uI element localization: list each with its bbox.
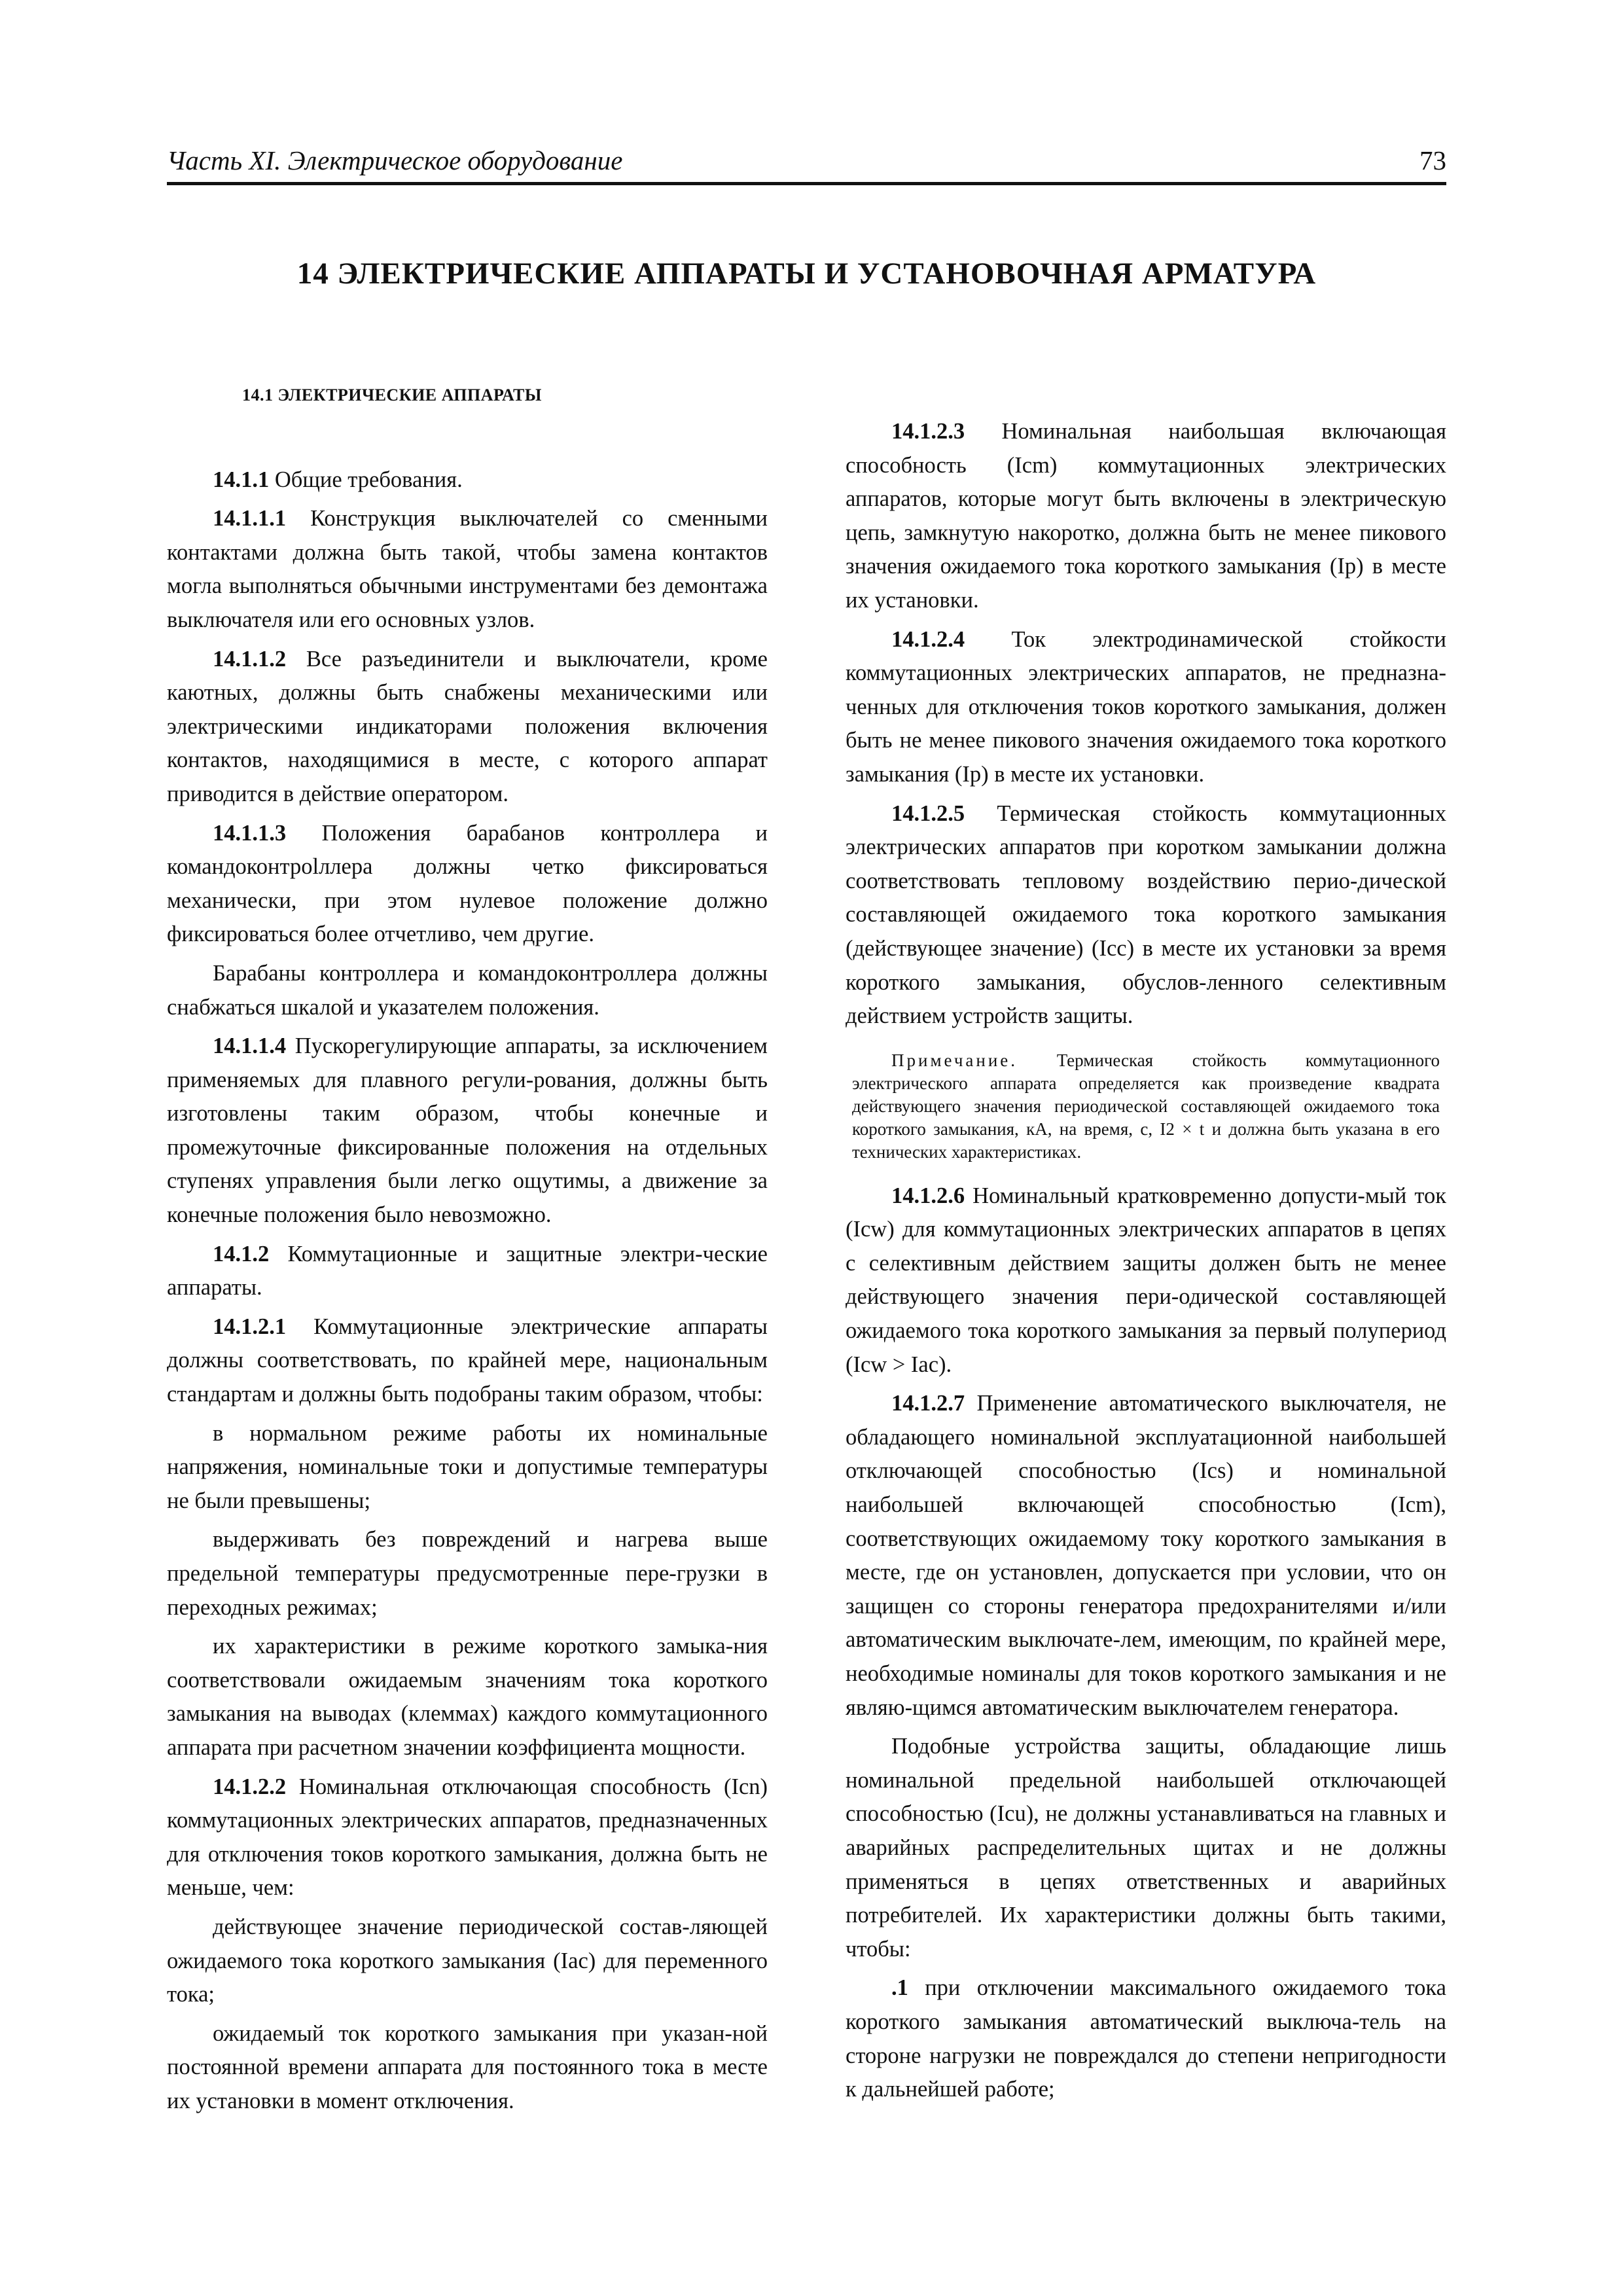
paragraph-text: ожидаемый ток короткого замыкания при указан-ной постоянной времени аппарата для постоянного тока в месте их установки в момент отключения. xyxy=(167,2020,768,2113)
clause-number: 14.1.1 xyxy=(213,467,270,492)
paragraph-text: Коммутационные и защитные электри-ческие аппараты. xyxy=(167,1241,768,1300)
paragraph xyxy=(846,623,1446,792)
clause-number: 14.1.1.2 xyxy=(213,646,287,672)
paragraph-text: Барабаны контроллера и командоконтроллера должны снабжаться шкалой и указателем положения. xyxy=(167,960,768,1020)
paragraph-text: действующее значение периодической состав-ляющей ожидаемого тока короткого замыкания (Iac) для переменного тока; xyxy=(167,1914,768,2007)
paragraph xyxy=(846,1387,1446,1725)
paragraph-text: выдерживать без повреждений и нагрева выше предельной температуры предусмотренные пере-грузки в переходных режимах; xyxy=(167,1527,768,1620)
note xyxy=(852,1049,1440,1164)
paragraph xyxy=(167,1030,768,1232)
right-paragraphs-before-note xyxy=(846,415,1446,1033)
paragraph xyxy=(846,1971,1446,2106)
paragraph-text: Коммутационные электрические аппараты должны соответствовать, по крайней мере, национальным стандартам и должны быть подобраны таким образом, чтобы: xyxy=(167,1314,768,1407)
clause-number: 14.1.2.7 xyxy=(891,1391,965,1416)
paragraph xyxy=(167,817,768,952)
chapter-title: 14 ЭЛЕКТРИЧЕСКИЕ АППАРАТЫ И УСТАНОВОЧНАЯ АРМАТУРА xyxy=(296,257,1317,291)
paragraph xyxy=(167,502,768,637)
clause-number: 14.1.1.3 xyxy=(213,820,287,846)
paragraph-text: Общие требования. xyxy=(269,467,463,492)
paragraph-text: Конструкция выключателей со сменными контактами должна быть такой, чтобы замена контактов могла выполняться обычными инструментами без демонтажа выключателя или его основных узлов. xyxy=(167,506,768,632)
left-paragraphs xyxy=(167,463,768,2119)
right-paragraphs-after-note xyxy=(846,1179,1446,2107)
clause-number: 14.1.2.6 xyxy=(891,1183,965,1208)
clause-number: 14.1.2.1 xyxy=(213,1314,287,1339)
paragraph xyxy=(167,463,768,497)
paragraph-text: Номинальная отключающая способность (Icn) коммутационных электрических аппаратов, предназначенных для отключения токов короткого замыкания, должна быть не меньше, чем: xyxy=(167,1774,768,1901)
left-column xyxy=(167,361,768,2124)
paragraph-text: Подобные устройства защиты, обладающие лишь номинальной предельной наибольшей отключающей способностью (Icu), не должны устанавливаться на главных и аварийных распределительных щитах и не должны применяться в цепях ответственных и аварийных потребителей. Их характеристики должны быть такими, чтобы: xyxy=(846,1734,1446,1962)
paragraph xyxy=(167,1417,768,1518)
paragraph xyxy=(167,1630,768,1765)
paragraph-text: Номинальная наибольшая включающая способность (Icm) коммутационных электрических аппаратов, которые могут быть включены в электрическую цепь, замкнутую накоротко, должна быть не менее пикового значения ожидаемого тока короткого замыкания (Ip) в месте их установки. xyxy=(846,419,1446,613)
paragraph-text: Применение автоматического выключателя, не обладающего номинальной эксплуатационной наибольшей отключающей способностью (Ics) и номинальной наибольшей включающей способностью (Icm), соответствующих ожидаемому току короткого замыкания в месте, где он установлен, допускается при условии, что он защищен со стороны генератора предохранителями и/или автоматическим выключате-лем, имеющим, по крайней мере, необходимые номиналы для токов короткого замыкания и не являю-щимся автоматическим выключателем генератора. xyxy=(846,1391,1446,1720)
paragraph xyxy=(167,1770,768,1905)
paragraph-text: Номинальный кратковременно допусти-мый ток (Icw) для коммутационных электрических аппаратов в цепях с селективным действием защиты должен быть не менее действующего значения пери-одической составляющей ожидаемого тока короткого замыкания за первый полупериод (Icw > Iac). xyxy=(846,1183,1446,1377)
paragraph xyxy=(167,2017,768,2119)
paragraph xyxy=(167,957,768,1024)
paragraph xyxy=(846,1179,1446,1382)
page-number: 73 xyxy=(1419,145,1446,175)
document-page xyxy=(167,139,1446,2194)
paragraph-text: Положения барабанов контроллера и командоконтрolллера должны четко фиксироваться механически, при этом нулевое положение должно фиксироваться более отчетливо, чем другие. xyxy=(167,820,768,947)
paragraph-text: при отключении максимального ожидаемого тока короткого замыкания автоматический выключа-тель на стороне нагрузки не повреждался до степени непригодности к дальнейшей работе; xyxy=(846,1975,1446,2102)
paragraph xyxy=(167,1238,768,1305)
paragraph-text: их характеристики в режиме короткого замыка-ния соответствовали ожидаемым значениям тока короткого замыкания на выводах (клеммах) каждого коммутационного аппарата при расчетном значении коэффициента мощности. xyxy=(167,1634,768,1760)
clause-number: 14.1.1.4 xyxy=(213,1033,287,1059)
paragraph-text: Термическая стойкость коммутационных электрических аппаратов при коротком замыкании должна соответствовать тепловому воздействию перио-дической составляющей ожидаемого тока короткого замыкания (действующее значение) (Icc) в месте их установки за время короткого замыкания, обуслов-ленного селективным действием устройств защиты. xyxy=(846,800,1446,1029)
two-column-body xyxy=(167,361,1446,2124)
paragraph xyxy=(167,1310,768,1412)
paragraph xyxy=(167,1523,768,1624)
paragraph xyxy=(846,1730,1446,1966)
running-header xyxy=(167,139,1446,185)
paragraph-text: в нормальном режиме работы их номинальные напряжения, номинальные токи и допустимые температуры не были превышены; xyxy=(167,1420,768,1513)
paragraph xyxy=(167,643,768,812)
paragraph xyxy=(846,415,1446,618)
paragraph-text: Пускорегулирующие аппараты, за исключением применяемых для плавного регули-рования, должны быть изготовлены таким образом, чтобы конечные и промежуточные фиксированные положения на отдельных ступенях управления были легко ощутимы, а движение за конечные положения было невозможно. xyxy=(167,1033,768,1228)
paragraph xyxy=(846,797,1446,1033)
paragraph-text: Ток электродинамической стойкости коммутационных электрических аппаратов, не предназна-ченных для отключения токов короткого замыкания, должен быть не менее пикового значения ожидаемого тока короткого замыкания (Ip) в месте их установки. xyxy=(846,626,1446,787)
clause-number: .1 xyxy=(891,1975,908,2001)
note-label: Примечание. xyxy=(891,1050,1018,1070)
clause-number: 14.1.2.5 xyxy=(891,800,965,826)
clause-number: 14.1.1.1 xyxy=(213,506,287,531)
clause-number: 14.1.2.3 xyxy=(891,419,965,444)
clause-number: 14.1.2 xyxy=(213,1241,270,1266)
paragraph xyxy=(167,1910,768,2012)
section-title: 14.1 ЭЛЕКТРИЧЕСКИЕ АППАРАТЫ xyxy=(242,386,542,404)
paragraph-text: Все разъединители и выключатели, кроме каютных, должны быть снабжены механическими или электрическими индикаторами положения включения контактов, находящимися в месте, с которого аппарат приводится в действие оператором. xyxy=(167,646,768,806)
clause-number: 14.1.2.4 xyxy=(891,626,965,652)
right-column xyxy=(846,361,1446,2124)
clause-number: 14.1.2.2 xyxy=(213,1774,287,1799)
note-text: Термическая стойкость коммутационного электрического аппарата определяется как произведение квадрата действующего значения периодической составляющей ожидаемого тока короткого замыкания, кА, на время, с, I2 × t и должна быть указана в его технических характеристиках. xyxy=(852,1050,1440,1162)
running-title: Часть XI. Электрическое оборудование xyxy=(167,145,623,175)
